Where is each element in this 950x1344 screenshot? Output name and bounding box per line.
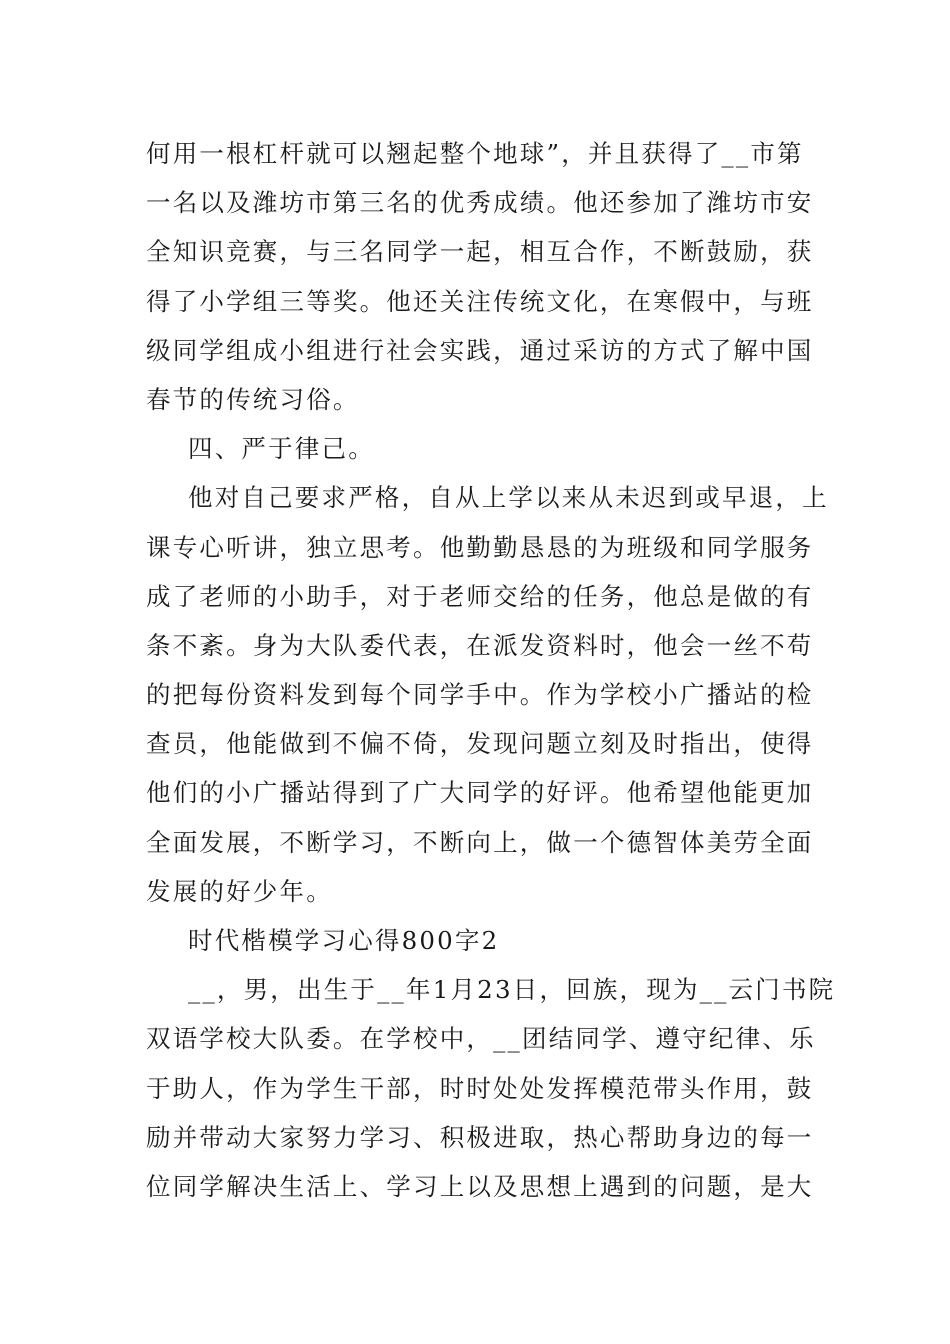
text-line: 于助人，作为学生干部，时时处处发挥模范带头作用，鼓: [146, 1073, 814, 1103]
text-line: 发展的好少年。: [146, 876, 333, 906]
text-line: 他们的小广播站得到了广大同学的好评。他希望他能更加: [146, 778, 814, 808]
section-heading: 四、严于律己。: [188, 434, 375, 464]
text-line: 查员，他能做到不偏不倚，发现问题立刻及时指出，使得: [146, 729, 814, 759]
text-line: __，男，出生于__年1月23日，回族，现为__云门书院: [188, 975, 836, 1005]
text-line: 得了小学组三等奖。他还关注传统文化，在寒假中，与班: [146, 286, 814, 316]
text-line: 成了老师的小助手，对于老师交给的任务，他总是做的有: [146, 581, 814, 611]
text-line: 级同学组成小组进行社会实践，通过采访的方式了解中国: [146, 335, 814, 365]
text-line: 全知识竞赛，与三名同学一起，相互合作，不断鼓励，获: [146, 237, 814, 267]
text-line: 位同学解决生活上、学习上以及思想上遇到的问题，是大: [146, 1171, 814, 1201]
text-line: 何用一根杠杆就可以翘起整个地球”，并且获得了__市第: [146, 139, 804, 168]
text-line: 条不紊。身为大队委代表，在派发资料时，他会一丝不苟: [146, 630, 814, 660]
article-title: 时代楷模学习心得800字2: [188, 926, 500, 955]
text-line: 全面发展，不断学习，不断向上，做一个德智体美劳全面: [146, 827, 814, 857]
text-line: 励并带动大家努力学习、积极进取，热心帮助身边的每一: [146, 1122, 814, 1152]
text-line: 的把每份资料发到每个同学手中。作为学校小广播站的检: [146, 680, 814, 710]
text-line: 课专心听讲，独立思考。他勤勤恳恳的为班级和同学服务: [146, 532, 814, 562]
text-line: 他对自己要求严格，自从上学以来从未迟到或早退，上: [188, 483, 829, 513]
body-text: [146, 129, 836, 1211]
text-line: 春节的传统习俗。: [146, 384, 360, 414]
text-line: 双语学校大队委。在学校中，__团结同学、遵守纪律、乐: [146, 1024, 816, 1054]
text-line: 一名以及潍坊市第三名的优秀成绩。他还参加了潍坊市安: [146, 188, 814, 218]
